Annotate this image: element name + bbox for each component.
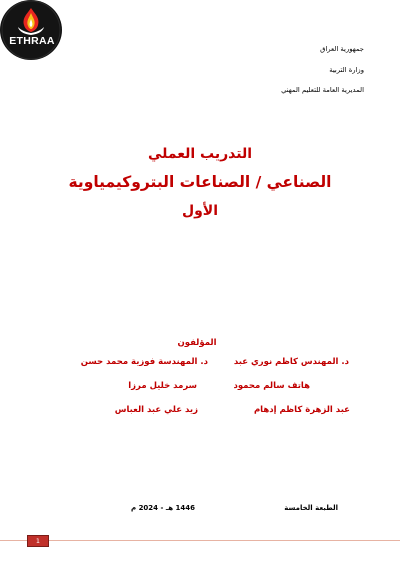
author-name: زيد علي عبد العباس [114, 405, 198, 415]
title-line-3: الأول [181, 203, 219, 219]
edition-label: الطبعة الخامسة [284, 504, 338, 512]
author-name: عبد الزهرة كاظم إدهام [253, 405, 350, 415]
logo-wordmark: ETHRAA [9, 35, 55, 47]
header-directorate: المديرية العامة للتعليم المهني [281, 86, 364, 94]
author-name: د. المهندسة فوزية محمد حسن [80, 357, 208, 367]
author-name: سرمد خليل مرزا [128, 381, 197, 391]
publication-year: 1446 هـ - 2024 م [130, 504, 195, 512]
ethraa-logo [0, 0, 62, 60]
ethraa-logo-icon [0, 0, 62, 60]
title-line-1: التدريب العملي [147, 146, 253, 162]
page-number: 1 [27, 535, 49, 547]
header-ministry: وزارة التربية [329, 66, 364, 74]
author-name: د. المهندس كاظم نوري عبد [233, 357, 349, 367]
authors-heading: المؤلفون [177, 338, 217, 348]
header-country: جمهورية العراق [320, 45, 364, 53]
footer-divider [0, 540, 400, 541]
title-line-2: الصناعي / الصناعات البتروكيمياوية [68, 173, 332, 191]
author-name: هاتف سالم محمود [233, 381, 310, 391]
